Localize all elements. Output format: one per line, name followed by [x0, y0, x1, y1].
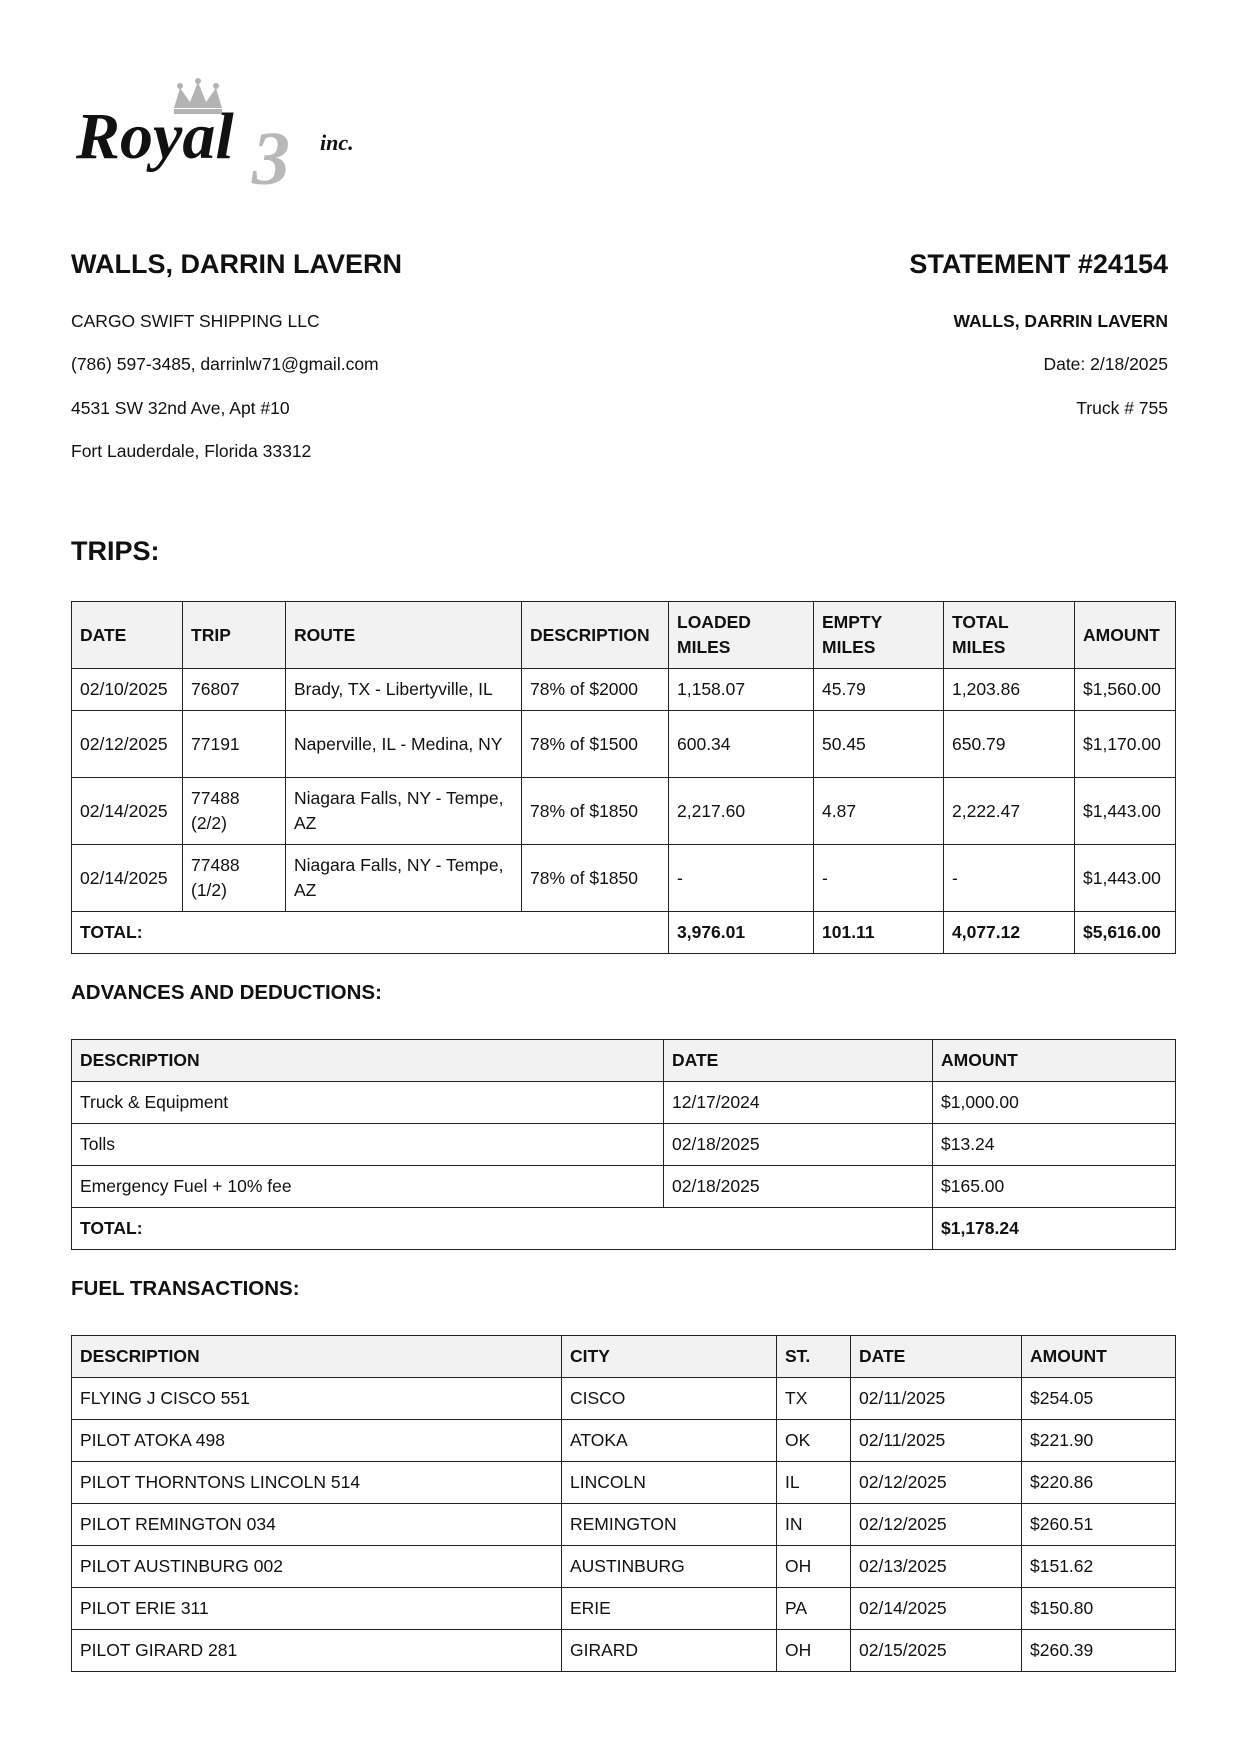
fuel-description: PILOT ATOKA 498	[72, 1420, 562, 1462]
advance-amount: $165.00	[933, 1166, 1176, 1208]
trip-loaded-miles: 2,217.60	[669, 778, 814, 845]
trip-amount: $1,443.00	[1075, 778, 1176, 845]
statement-title: STATEMENT #24154	[909, 249, 1168, 279]
trip-loaded-miles: 600.34	[669, 711, 814, 778]
fuel-header-amount: AMOUNT	[1022, 1336, 1176, 1378]
trips-header-row	[72, 602, 1176, 669]
driver-address-line2: Fort Lauderdale, Florida 33312	[71, 441, 312, 461]
fuel-city: ATOKA	[562, 1420, 777, 1462]
trip-route: Niagara Falls, NY - Tempe, AZ	[286, 778, 522, 845]
table-row	[72, 1082, 1176, 1124]
advance-description: Truck & Equipment	[72, 1082, 664, 1124]
advances-header-row	[72, 1040, 1176, 1082]
fuel-amount: $254.05	[1022, 1378, 1176, 1420]
table-row	[72, 1462, 1176, 1504]
trip-route: Niagara Falls, NY - Tempe, AZ	[286, 845, 522, 912]
advances-header-date: DATE	[664, 1040, 933, 1082]
advance-amount: $13.24	[933, 1124, 1176, 1166]
trip-date: 02/12/2025	[72, 711, 183, 778]
trip-number: 77191	[183, 711, 286, 778]
logo-numeral: 3	[252, 117, 290, 193]
trip-number: 76807	[183, 669, 286, 711]
trip-empty-miles: 4.87	[814, 778, 944, 845]
fuel-description: PILOT AUSTINBURG 002	[72, 1546, 562, 1588]
statement-date: Date: 2/18/2025	[1043, 354, 1168, 374]
fuel-city: CISCO	[562, 1378, 777, 1420]
table-row	[72, 1378, 1176, 1420]
advances-header-amount: AMOUNT	[933, 1040, 1176, 1082]
table-row	[72, 1504, 1176, 1546]
advances-header-description: DESCRIPTION	[72, 1040, 664, 1082]
trips-header-loaded-miles: LOADED MILES	[669, 602, 814, 669]
fuel-table	[71, 1335, 1176, 1672]
fuel-city: LINCOLN	[562, 1462, 777, 1504]
fuel-description: PILOT THORNTONS LINCOLN 514	[72, 1462, 562, 1504]
trip-amount: $1,443.00	[1075, 845, 1176, 912]
trip-date: 02/14/2025	[72, 778, 183, 845]
trip-route: Naperville, IL - Medina, NY	[286, 711, 522, 778]
advance-date: 12/17/2024	[664, 1082, 933, 1124]
trip-date: 02/14/2025	[72, 845, 183, 912]
advance-amount: $1,000.00	[933, 1082, 1176, 1124]
trip-amount: $1,560.00	[1075, 669, 1176, 711]
table-row	[72, 778, 1176, 845]
fuel-amount: $260.39	[1022, 1630, 1176, 1672]
trip-empty-miles: 50.45	[814, 711, 944, 778]
trips-total-label: TOTAL:	[72, 912, 669, 954]
table-row	[72, 1166, 1176, 1208]
trips-header-empty-miles: EMPTY MILES	[814, 602, 944, 669]
trip-description: 78% of $1850	[522, 845, 669, 912]
fuel-state: IN	[777, 1504, 851, 1546]
trip-description: 78% of $1500	[522, 711, 669, 778]
fuel-state: PA	[777, 1588, 851, 1630]
trip-total-miles: 1,203.86	[944, 669, 1075, 711]
company-logo	[76, 78, 386, 193]
trip-number: 77488 (2/2)	[183, 778, 286, 845]
trip-empty-miles: 45.79	[814, 669, 944, 711]
trip-total-miles: -	[944, 845, 1075, 912]
driver-company: CARGO SWIFT SHIPPING LLC	[71, 311, 320, 331]
table-row	[72, 669, 1176, 711]
fuel-header-city: CITY	[562, 1336, 777, 1378]
fuel-date: 02/15/2025	[851, 1630, 1022, 1672]
fuel-state: OK	[777, 1420, 851, 1462]
logo-word: Royal	[76, 100, 234, 173]
fuel-header-description: DESCRIPTION	[72, 1336, 562, 1378]
table-row	[72, 711, 1176, 778]
trips-header-date: DATE	[72, 602, 183, 669]
table-row	[72, 1546, 1176, 1588]
trip-number: 77488 (1/2)	[183, 845, 286, 912]
fuel-description: PILOT REMINGTON 034	[72, 1504, 562, 1546]
driver-name: WALLS, DARRIN LAVERN	[71, 249, 402, 279]
fuel-amount: $260.51	[1022, 1504, 1176, 1546]
advance-date: 02/18/2025	[664, 1166, 933, 1208]
fuel-state: IL	[777, 1462, 851, 1504]
trip-loaded-miles: 1,158.07	[669, 669, 814, 711]
fuel-date: 02/13/2025	[851, 1546, 1022, 1588]
trip-loaded-miles: -	[669, 845, 814, 912]
table-row	[72, 1588, 1176, 1630]
fuel-description: FLYING J CISCO 551	[72, 1378, 562, 1420]
fuel-city: ERIE	[562, 1588, 777, 1630]
logo-suffix: inc.	[320, 130, 354, 155]
table-row	[72, 845, 1176, 912]
trips-header-description: DESCRIPTION	[522, 602, 669, 669]
driver-contact: (786) 597-3485, darrinlw71@gmail.com	[71, 354, 379, 374]
advances-table	[71, 1039, 1176, 1250]
fuel-city: AUSTINBURG	[562, 1546, 777, 1588]
trip-route: Brady, TX - Libertyville, IL	[286, 669, 522, 711]
advances-total-row	[72, 1208, 1176, 1250]
trips-total-empty-miles: 101.11	[814, 912, 944, 954]
fuel-amount: $221.90	[1022, 1420, 1176, 1462]
fuel-date: 02/11/2025	[851, 1378, 1022, 1420]
advance-date: 02/18/2025	[664, 1124, 933, 1166]
fuel-amount: $151.62	[1022, 1546, 1176, 1588]
fuel-header-state: ST.	[777, 1336, 851, 1378]
trip-date: 02/10/2025	[72, 669, 183, 711]
trip-amount: $1,170.00	[1075, 711, 1176, 778]
fuel-description: PILOT ERIE 311	[72, 1588, 562, 1630]
fuel-date: 02/11/2025	[851, 1420, 1022, 1462]
table-row	[72, 1420, 1176, 1462]
trips-total-loaded-miles: 3,976.01	[669, 912, 814, 954]
trips-header-route: ROUTE	[286, 602, 522, 669]
statement-truck: Truck # 755	[1076, 398, 1168, 418]
advances-total-amount: $1,178.24	[933, 1208, 1176, 1250]
trips-title: TRIPS:	[71, 536, 160, 566]
trips-header-trip: TRIP	[183, 602, 286, 669]
fuel-state: OH	[777, 1630, 851, 1672]
statement-name: WALLS, DARRIN LAVERN	[953, 311, 1168, 331]
fuel-date: 02/12/2025	[851, 1462, 1022, 1504]
trips-header-amount: AMOUNT	[1075, 602, 1176, 669]
fuel-title: FUEL TRANSACTIONS:	[71, 1277, 300, 1300]
fuel-header-date: DATE	[851, 1336, 1022, 1378]
fuel-state: TX	[777, 1378, 851, 1420]
advances-total-label: TOTAL:	[72, 1208, 933, 1250]
fuel-description: PILOT GIRARD 281	[72, 1630, 562, 1672]
fuel-amount: $220.86	[1022, 1462, 1176, 1504]
advance-description: Tolls	[72, 1124, 664, 1166]
table-row	[72, 1124, 1176, 1166]
fuel-date: 02/14/2025	[851, 1588, 1022, 1630]
trip-empty-miles: -	[814, 845, 944, 912]
advances-title: ADVANCES AND DEDUCTIONS:	[71, 981, 382, 1004]
fuel-state: OH	[777, 1546, 851, 1588]
fuel-amount: $150.80	[1022, 1588, 1176, 1630]
table-row	[72, 1630, 1176, 1672]
trip-total-miles: 2,222.47	[944, 778, 1075, 845]
advance-description: Emergency Fuel + 10% fee	[72, 1166, 664, 1208]
driver-address-line1: 4531 SW 32nd Ave, Apt #10	[71, 398, 290, 418]
trips-total-amount: $5,616.00	[1075, 912, 1176, 954]
fuel-date: 02/12/2025	[851, 1504, 1022, 1546]
trip-description: 78% of $2000	[522, 669, 669, 711]
fuel-header-row	[72, 1336, 1176, 1378]
trip-description: 78% of $1850	[522, 778, 669, 845]
trips-header-total-miles: TOTAL MILES	[944, 602, 1075, 669]
trips-total-miles: 4,077.12	[944, 912, 1075, 954]
trip-total-miles: 650.79	[944, 711, 1075, 778]
fuel-city: GIRARD	[562, 1630, 777, 1672]
trips-table	[71, 601, 1176, 954]
trips-total-row	[72, 912, 1176, 954]
fuel-city: REMINGTON	[562, 1504, 777, 1546]
